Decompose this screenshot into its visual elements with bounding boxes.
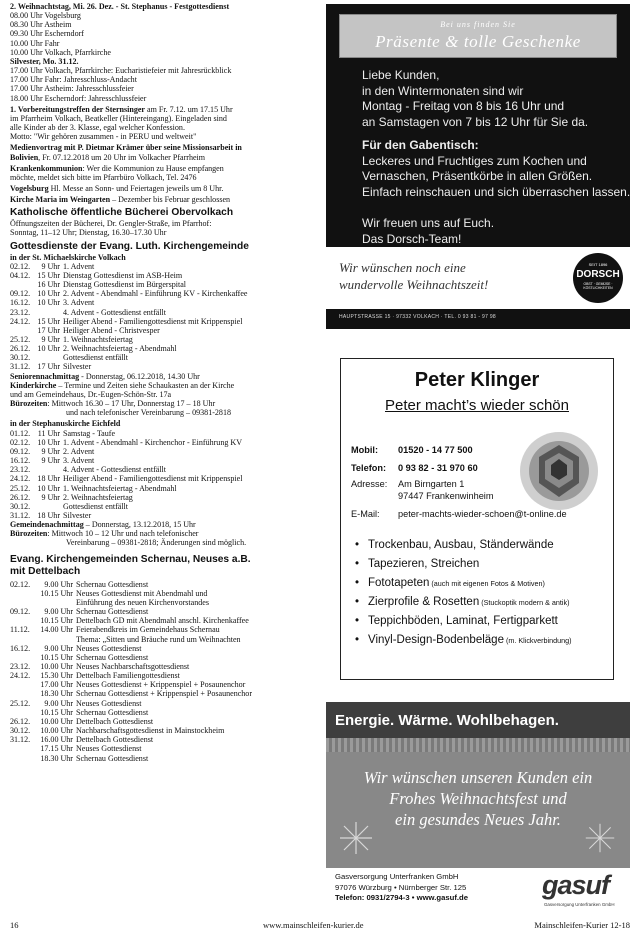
buerozeiten-notice: Bürozeiten: Mittwoch 16.30 – 17 Uhr, Donnerstag 17 – 18 Uhr <box>10 399 216 409</box>
gasuf-header: Energie. Wärme. Wohlbehagen. <box>326 702 630 738</box>
table-row: 02.12. 9 Uhr 1. Advent <box>10 261 95 271</box>
table-row: 04.12. 15 Uhr Dienstag Gottesdienst im ASB-Heim <box>10 270 183 280</box>
website-link[interactable]: www.mainschleifen-kurier.de <box>263 920 364 930</box>
mobil-line: Mobil: 01520 - 14 77 500 <box>351 445 473 455</box>
table-row: 17.15 Uhr Neuses Gottesdienst <box>40 744 142 754</box>
table-row: 09.12. 9.00 Uhr Schernau Gottesdienst <box>10 607 149 617</box>
gemeindenachmittag-notice: Gemeindenachmittag – Donnerstag, 13.12.2018, 15 Uhr <box>10 520 196 530</box>
list-item: 10.00 Uhr Volkach, Pfarrkirche <box>10 47 111 57</box>
stephanuskirche-subheading: in der Stephanuskirche Eichfeld <box>10 419 121 429</box>
dorsch-greeting: Wir freuen uns auf Euch. Das Dorsch-Team! <box>362 216 495 246</box>
service-item: • Vinyl-Design-Bodenbeläge (m. Klickverbindung) <box>355 634 572 646</box>
table-row: 31.12. 17 Uhr Silvester <box>10 362 92 372</box>
adresse-line: Adresse: Am Birngarten 1 <box>351 479 465 489</box>
table-row: 02.12. 9.00 Uhr Schernau Gottesdienst <box>10 579 149 589</box>
diamond-graphic <box>519 431 599 511</box>
table-row: 25.12. 9 Uhr 1. Weihnachtsfeiertag <box>10 335 133 344</box>
sternsinger-line: im Pfarrheim Volkach, Beatkeller (Hintereingang). Eingeladen sind <box>10 113 227 123</box>
klinger-advertisement <box>340 358 614 680</box>
kinderkirche-line: und am Gemeindehaus, Dr.-Eugen-Schön-Str. 17a <box>10 389 172 399</box>
table-row: 31.12. 16.00 Uhr Dettelbach Gottesdienst <box>10 735 154 745</box>
dorsch-wish: Wir wünschen noch eine wundervolle Weihnachtszeit! <box>339 260 489 292</box>
table-row: 11.12. 14.00 Uhr Feierabendkreis im Gemeindehaus Schernau <box>10 625 220 635</box>
vogelsburg-notice: Vogelsburg Hl. Messe an Sonn- und Feiertagen jeweils um 8 Uhr. <box>10 183 224 193</box>
table-row: 10.15 Uhr Neuses Gottesdienst mit Abendmahl und <box>40 588 208 598</box>
buerozeiten2-line: Vereinbarung – 09381-2818; Änderungen sind möglich. <box>66 538 247 548</box>
table-row: 09.12. 10 Uhr 2. Advent - Abendmahl - Einführung KV - Kirchenkaffee <box>10 289 248 299</box>
klinger-name: Peter Klinger <box>414 369 540 391</box>
table-row: 26.12. 10 Uhr 2. Weihnachtsfeiertag - Abendmahl <box>10 344 177 354</box>
table-row: 10.15 Uhr Dettelbach GD mit Abendmahl anschl. Kirchenkaffee <box>40 616 249 626</box>
table-row: 31.12. 18 Uhr Silvester <box>10 510 92 520</box>
table-row: 23.12. 10.00 Uhr Neuses Nachbarschaftsgottesdienst <box>10 662 190 671</box>
krankenkommunion-notice: Krankenkommunion: Wer die Kommunion zu Hause empfangen <box>10 163 224 173</box>
dorsch-banner <box>339 14 617 58</box>
michaelskirche-schedule <box>10 262 315 372</box>
table-row: 17.00 Uhr Neuses Gottesdienst + Krippenspiel + Posaunenchor <box>40 680 246 690</box>
vortrag-line: Bolivien, Fr. 07.12.2018 um 20 Uhr im Volkacher Pfarrheim <box>10 152 206 162</box>
schernau-heading: Evang. Kirchengemeinden Schernau, Neuses a.B. <box>10 553 251 565</box>
table-row: 18.30 Uhr Schernau Gottesdienst + Krippenspiel + Posaunenchor <box>40 689 253 699</box>
gasuf-advertisement <box>326 702 630 914</box>
banner-title: Präsente & tolle Geschenke <box>375 32 581 51</box>
table-row: 16.12. 9 Uhr 3. Advent <box>10 456 95 466</box>
krankenkommunion-line: möchte, meldet sich bitte im Pfarrbüro Volkach, Tel. 2476 <box>10 172 197 182</box>
kinderkirche-notice: Kinderkirche – Termine und Zeiten siehe Schaukasten an der Kirche <box>10 380 235 390</box>
table-row: Einführung des neuen Kirchenvorstandes <box>76 597 209 607</box>
list-item: 18.00 Uhr Escherndorf: Jahresschlussfeier <box>10 93 147 103</box>
table-row: 24.12. 15.30 Uhr Dettelbach Familiengottesdienst <box>10 671 180 681</box>
dorsch-gabentisch: Für den Gabentisch: Leckeres und Fruchtiges zum Kochen und Vernaschen, Präsentkörbe in allen Größen. Einfach reinschauen und sich überraschen lassen. <box>362 138 630 199</box>
adresse-line-2: 97447 Frankenwinheim <box>398 491 494 501</box>
festgottesdienst-heading: 2. Weihnachtstag, Mi. 26. Dez. - St. Stephanus - Festgottesdienst <box>10 2 230 11</box>
vortrag-heading: Medienvortrag mit P. Dietmar Krämer über seine Missionsarbeit in <box>10 143 242 153</box>
dorsch-logo: SEIT 1896 DORSCH OBST · GEMÜSE · KÖSTLICHKEITEN <box>573 253 623 303</box>
page-number: 16 <box>10 920 19 930</box>
table-row: 23.12. 4. Advent - Gottesdienst entfällt <box>10 307 167 317</box>
seniorennachmittag-notice: Seniorennachmittag - Donnerstag, 06.12.2018, 14.30 Uhr <box>10 371 200 381</box>
buecherei-line: Sonntag, 11–12 Uhr; Dienstag, 16.30–17.30 Uhr <box>10 228 167 238</box>
buerozeiten-line: und nach telefonischer Vereinbarung – 09381-2818 <box>66 408 231 418</box>
stripe-decoration <box>326 738 630 752</box>
service-item: • Fototapeten (auch mit eigenen Fotos & Motiven) <box>355 577 545 589</box>
table-row: 16.12. 10 Uhr 3. Advent <box>10 298 95 308</box>
list-item: 17.00 Uhr Volkach, Pfarrkirche: Eucharistiefeier mit Jahresrückblick <box>10 66 232 76</box>
schernau-schedule <box>10 580 315 763</box>
list-item: 17.00 Uhr Astheim: Jahresschlussfeier <box>10 84 134 94</box>
dorsch-intro: Liebe Kunden, in den Wintermonaten sind wir Montag - Freitag von 8 bis 16 Uhr und an Samstagen von 7 bis 12 Uhr für Sie da. <box>362 68 589 129</box>
table-row: 18.30 Uhr Schernau Gottesdienst <box>40 753 149 763</box>
gasuf-logo-subtitle: Gasversorgung Unterfranken GmbH <box>544 902 615 907</box>
table-row: 01.12. 11 Uhr Samstag - Taufe <box>10 428 116 438</box>
dorsch-address: HAUPTSTRASSE 15 · 97332 VOLKACH · TEL. 0 93 81 - 97 98 <box>339 314 497 320</box>
schernau-heading-2: mit Dettelbach <box>10 565 81 577</box>
email-line: E-Mail: peter-machts-wieder-schoen@t-online.de <box>351 509 567 519</box>
service-item: • Tapezieren, Streichen <box>355 558 480 570</box>
list-item: 08.00 Uhr Vogelsburg <box>10 11 81 21</box>
table-row: 30.12. 10.00 Uhr Nachbarschaftsgottesdienst in Mainstockheim <box>10 726 225 736</box>
klinger-slogan: Peter macht’s wieder schön <box>385 397 569 414</box>
sternsinger-notice: 1. Vorbereitungstreffen der Sternsinger am Fr. 7.12. um 17.15 Uhr <box>10 104 233 114</box>
service-item: • Zierprofile & Rosetten (Stuckoptik modern & antik) <box>355 596 570 608</box>
list-item: 08.30 Uhr Astheim <box>10 20 72 30</box>
list-item: 10.00 Uhr Fahr <box>10 38 60 48</box>
table-row: 23.12. 4. Advent - Gottesdienst entfällt <box>10 465 167 475</box>
table-row: 10.15 Uhr Schernau Gottesdienst <box>40 707 149 717</box>
banner-subtitle: Bei uns finden Sie <box>440 20 516 29</box>
michaelskirche-subheading: in der St. Michaelskirche Volkach <box>10 252 126 262</box>
service-item: • Trockenbau, Ausbau, Ständerwände <box>355 539 554 551</box>
buecherei-line: Öffnungszeiten der Bücherei, Dr. Gengler-Straße, im Pfarrhof: <box>10 219 212 229</box>
stephanuskirche-schedule <box>10 429 315 521</box>
table-row: 26.12. 9 Uhr 2. Weihnachtsfeiertag <box>10 492 133 502</box>
gasuf-logo: gasuf <box>542 870 610 900</box>
list-item: 09.30 Uhr Escherndorf <box>10 29 84 39</box>
table-row: 30.12. Gottesdienst entfällt <box>10 501 129 511</box>
table-row: 17 Uhr Heiliger Abend - Christvesper <box>37 325 160 335</box>
service-item: • Teppichböden, Laminat, Fertigparkett <box>355 615 558 627</box>
silvester-heading: Silvester, Mo. 31.12. <box>10 56 79 66</box>
telefon-line: Telefon: 0 93 82 - 31 970 60 <box>351 463 478 473</box>
table-row: 26.12. 10.00 Uhr Dettelbach Gottesdienst <box>10 716 154 726</box>
table-row: 30.12. Gottesdienst entfällt <box>10 353 129 363</box>
table-row: 24.12. 15 Uhr Heiliger Abend - Familiengottesdienst mit Krippenspiel <box>10 316 243 326</box>
table-row: 24.12. 18 Uhr Heiliger Abend - Familiengottesdienst mit Krippenspiel <box>10 474 243 484</box>
sternsinger-motto: Motto: "Wir gehören zusammen - in PERU und weltweit" <box>10 132 197 142</box>
dorsch-advertisement <box>326 4 630 329</box>
left-column <box>10 2 315 763</box>
dorsch-wish-panel <box>326 247 630 309</box>
buecherei-heading: Katholische öffentliche Bücherei Obervolkach <box>10 207 234 219</box>
table-row: Thema: „Sitten und Bräuche rund um Weihnachten <box>76 634 241 644</box>
list-item: 17.00 Uhr Fahr: Jahresschluss-Andacht <box>10 75 137 85</box>
table-row: 16.12. 9.00 Uhr Neuses Gottesdienst <box>10 643 142 653</box>
table-row: 25.12. 9.00 Uhr Neuses Gottesdienst <box>10 698 142 708</box>
sternsinger-line: alle Kinder ab der 3. Klasse, egal welcher Konfession. <box>10 123 185 133</box>
gasuf-company-info: Gasversorgung Unterfranken GmbH 97076 Würzburg • Nürnberger Str. 125 Telefon: 0931/2794-3 • www.gasuf.de <box>326 868 536 914</box>
weingarten-notice: Kirche Maria im Weingarten – Dezember bis Februar geschlossen <box>10 195 231 205</box>
table-row: 25.12. 10 Uhr 1. Weihnachtsfeiertag - Abendmahl <box>10 483 177 493</box>
table-row: 16 Uhr Dienstag Gottesdienst im Bürgerspital <box>37 280 186 290</box>
ev-heading: Gottesdienste der Evang. Luth. Kirchengemeinde <box>10 240 249 252</box>
table-row: 09.12. 9 Uhr 2. Advent <box>10 446 95 456</box>
buerozeiten2-notice: Bürozeiten: Mittwoch 10 – 12 Uhr und nach telefonischer <box>10 529 199 539</box>
issue-label: Mainschleifen-Kurier 12-18 <box>534 920 630 930</box>
table-row: 10.15 Uhr Schernau Gottesdienst <box>40 652 149 662</box>
gasuf-wish: Wir wünschen unseren Kunden ein Frohes Weihnachtsfest und ein gesundes Neues Jahr. <box>363 768 593 829</box>
table-row: 02.12. 10 Uhr 1. Advent - Abendmahl - Kirchenchor - Einführung KV <box>10 437 242 447</box>
